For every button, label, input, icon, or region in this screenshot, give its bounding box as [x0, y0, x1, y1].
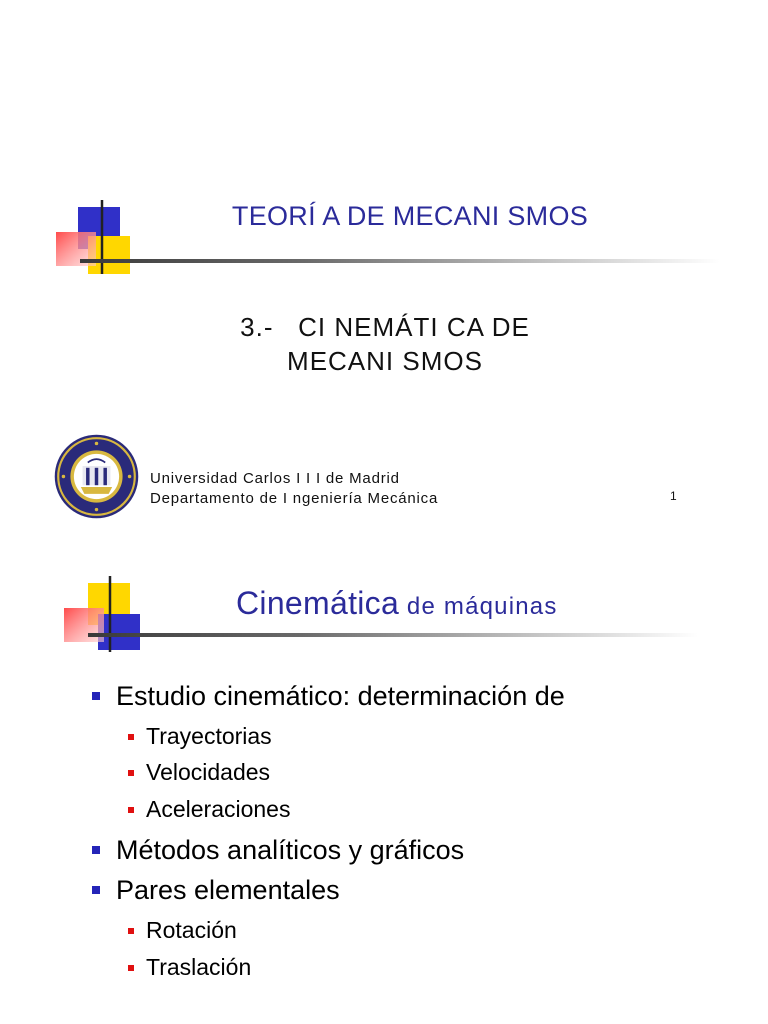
title-underline — [80, 259, 720, 263]
slide-title — [236, 585, 558, 622]
affiliation-block — [150, 469, 438, 509]
title-underline — [88, 633, 698, 637]
sub-bullet-item — [128, 796, 290, 823]
slide-title-rest: de máquinas — [399, 593, 558, 620]
corner-squares-decoration — [62, 576, 162, 656]
square-bullet-icon — [128, 807, 134, 813]
presentation-title: TEORÍ A DE MECANI SMOS — [231, 201, 589, 231]
square-bullet-icon — [128, 965, 134, 971]
square-bullet-icon — [92, 886, 100, 894]
square-bullet-icon — [128, 928, 134, 934]
university-seal-icon — [53, 433, 140, 520]
corner-squares-decoration — [52, 200, 152, 280]
chapter-subtitle — [200, 310, 570, 378]
department-name: Departamento de I ngeniería Mecánica — [150, 490, 439, 507]
sub-bullet-item — [128, 759, 270, 786]
bullet-text: Velocidades — [146, 759, 271, 785]
bullet-item — [92, 681, 565, 712]
bullet-text: Traslación — [146, 954, 252, 980]
bullet-text: Rotación — [146, 917, 237, 943]
slide-title-main: Cinemática — [236, 585, 400, 621]
square-bullet-icon — [128, 770, 134, 776]
bullet-text: Pares elementales — [116, 875, 340, 905]
bullet-text: Aceleraciones — [146, 796, 291, 822]
square-bullet-icon — [92, 692, 100, 700]
bullet-item — [92, 835, 464, 866]
subtitle-line-2: MECANI SMOS — [287, 346, 483, 376]
bullet-text: Estudio cinemático: determinación de — [116, 681, 565, 711]
square-bullet-icon — [128, 734, 134, 740]
subtitle-line-1: 3.- CI NEMÁTI CA DE — [240, 312, 530, 342]
sub-bullet-item — [128, 917, 237, 944]
bullet-text: Trayectorias — [146, 723, 272, 749]
bullet-text: Métodos analíticos y gráficos — [116, 835, 465, 865]
university-name: Universidad Carlos I I I de Madrid — [150, 470, 400, 487]
square-bullet-icon — [92, 846, 100, 854]
sub-bullet-item — [128, 954, 251, 981]
sub-bullet-item — [128, 723, 272, 750]
bullet-item — [92, 875, 340, 906]
page-number: 1 — [670, 489, 677, 503]
